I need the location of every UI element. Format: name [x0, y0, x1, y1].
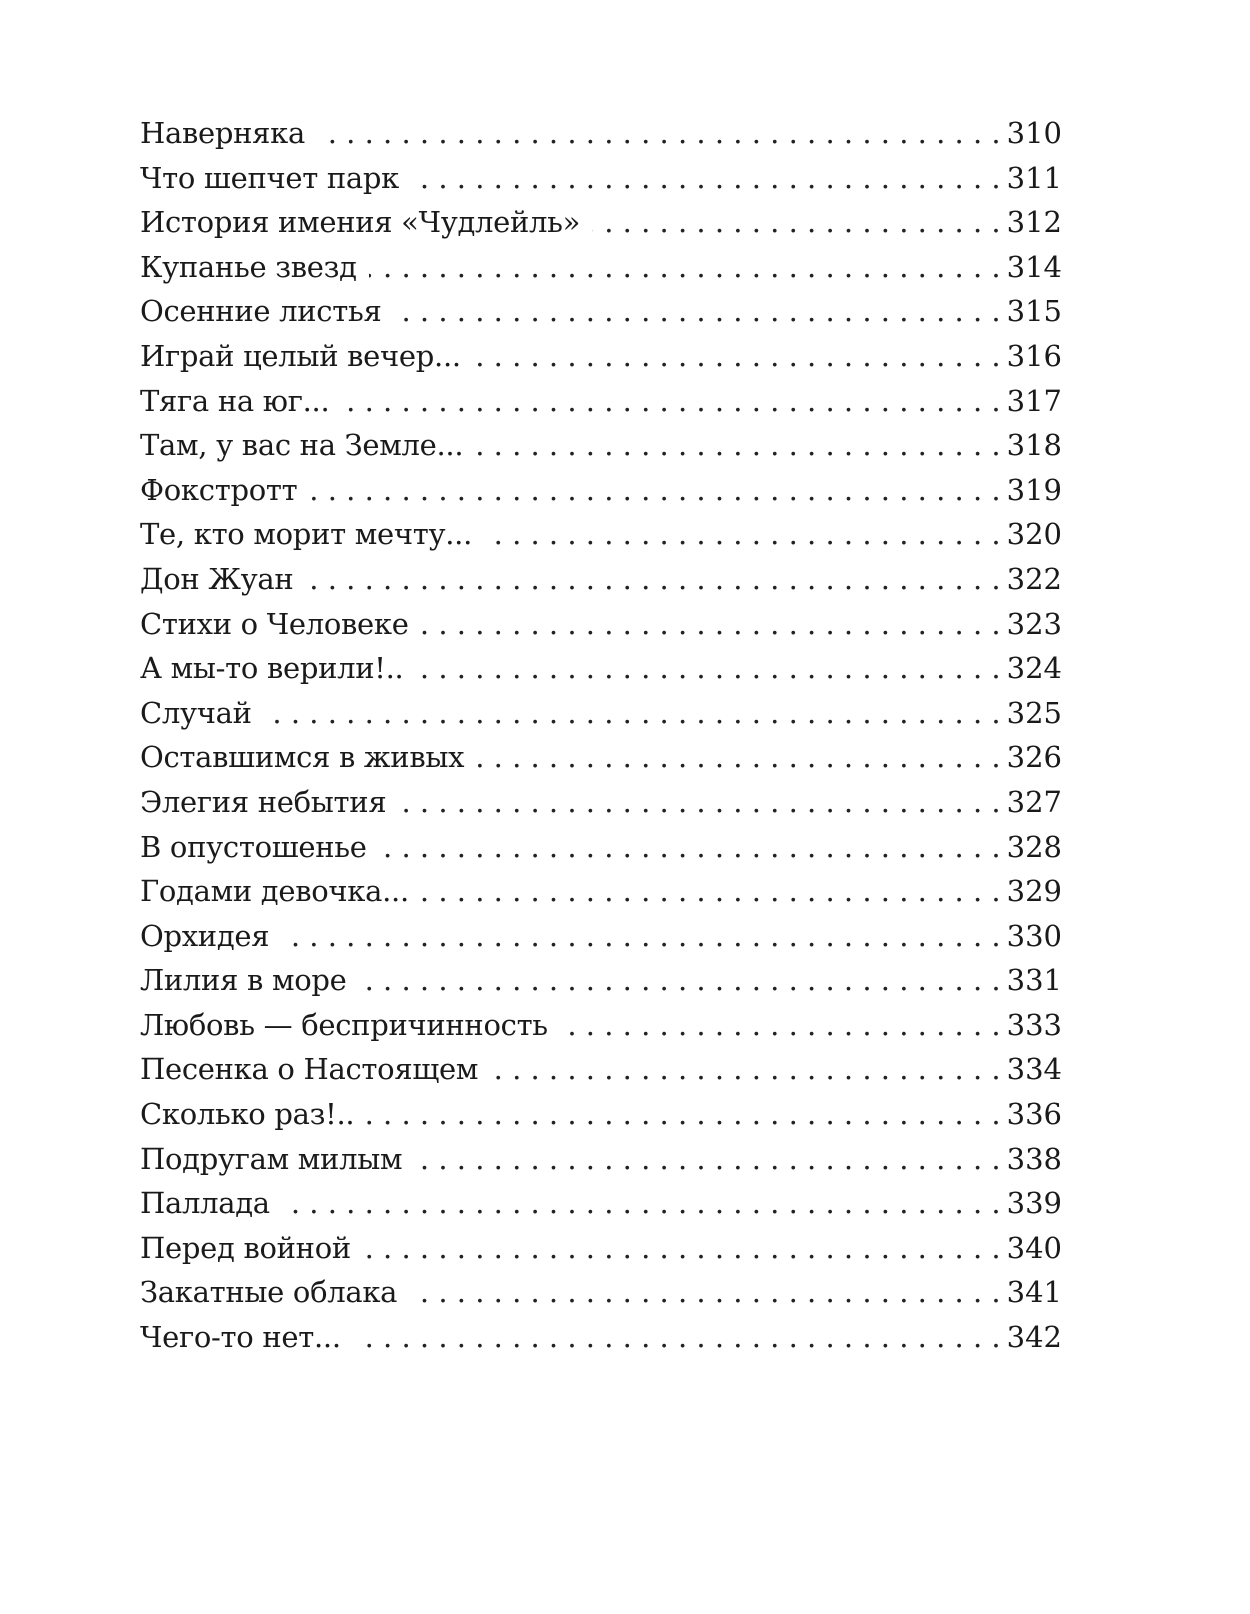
- toc-dot-leader: [414, 1137, 1000, 1182]
- toc-dot-leader: [421, 869, 1001, 914]
- toc-entry-title: Чего-то нет...: [140, 1320, 341, 1355]
- toc-dot-leader: [366, 1092, 1000, 1137]
- toc-dot-leader: [476, 735, 1000, 780]
- toc-entry-title: Лилия в море: [140, 963, 347, 998]
- toc-entry-title: Любовь — беспричинность: [140, 1007, 548, 1042]
- toc-entry[interactable]: [140, 557, 1062, 602]
- toc-entry-title: Случай: [140, 695, 252, 730]
- toc-entry-page: 340: [1006, 1230, 1062, 1265]
- toc-entry-page: 325: [1006, 695, 1062, 730]
- table-of-contents: [140, 111, 1062, 1360]
- toc-entry[interactable]: [140, 869, 1062, 914]
- toc-dot-leader: [317, 111, 1001, 156]
- toc-dot-leader: [282, 1181, 1001, 1226]
- toc-entry[interactable]: [140, 1270, 1062, 1315]
- toc-entry-page: 338: [1006, 1141, 1062, 1176]
- toc-entry-title: А мы-то верили!..: [140, 651, 404, 686]
- toc-entry-title: Подругам милым: [140, 1141, 403, 1176]
- toc-dot-leader: [398, 780, 1000, 825]
- toc-dot-leader: [490, 1047, 1001, 1092]
- toc-dot-leader: [393, 289, 1000, 334]
- toc-dot-leader: [415, 646, 1000, 691]
- toc-entry[interactable]: [140, 423, 1062, 468]
- toc-entry-page: 310: [1006, 116, 1062, 150]
- toc-dot-leader: [560, 1003, 1001, 1048]
- toc-entry-page: 327: [1006, 784, 1062, 819]
- toc-dot-leader: [409, 1270, 1000, 1315]
- toc-entry-title: Песенка о Настоящем: [140, 1052, 479, 1087]
- toc-entry[interactable]: [140, 1092, 1062, 1137]
- toc-entry[interactable]: [140, 780, 1062, 825]
- toc-entry-title: Осенние листья: [140, 294, 382, 329]
- toc-entry[interactable]: [140, 468, 1062, 513]
- toc-entry[interactable]: [140, 334, 1062, 379]
- toc-dot-leader: [592, 200, 1001, 245]
- toc-entry[interactable]: [140, 200, 1062, 245]
- toc-entry-title: Что шепчет парк: [140, 160, 399, 195]
- toc-entry-title: Сколько раз!..: [140, 1097, 355, 1132]
- toc-entry-page: 314: [1006, 249, 1062, 284]
- toc-entry-title: Фокстротт: [140, 472, 298, 507]
- toc-entry[interactable]: [140, 646, 1062, 691]
- toc-entry[interactable]: [140, 111, 1062, 156]
- toc-entry-page: 315: [1006, 294, 1062, 329]
- toc-dot-leader: [281, 914, 1000, 959]
- toc-entry-page: 333: [1006, 1007, 1062, 1042]
- toc-entry-title: Элегия небытия: [140, 784, 387, 819]
- toc-entry-page: 336: [1006, 1097, 1062, 1132]
- toc-entry[interactable]: [140, 289, 1062, 334]
- toc-entry-title: Паллада: [140, 1186, 270, 1221]
- toc-entry[interactable]: [140, 602, 1062, 647]
- toc-entry-title: Орхидея: [140, 918, 270, 953]
- toc-entry-page: 318: [1006, 428, 1062, 463]
- toc-entry-page: 320: [1006, 517, 1062, 552]
- toc-entry-title: Там, у вас на Земле...: [140, 428, 464, 463]
- toc-entry-page: 324: [1006, 651, 1062, 686]
- toc-entry[interactable]: [140, 691, 1062, 736]
- toc-entry-title: Оставшимся в живых: [140, 740, 465, 775]
- toc-dot-leader: [309, 468, 1000, 513]
- toc-dot-leader: [411, 156, 1001, 201]
- toc-entry[interactable]: [140, 914, 1062, 959]
- toc-entry-title: Играй целый вечер...: [140, 338, 461, 373]
- toc-entry[interactable]: [140, 825, 1062, 870]
- toc-entry[interactable]: [140, 512, 1062, 557]
- toc-entry-page: 329: [1006, 874, 1062, 909]
- toc-entry[interactable]: [140, 958, 1062, 1003]
- toc-dot-leader: [421, 602, 1001, 647]
- toc-entry[interactable]: [140, 1226, 1062, 1271]
- toc-entry-page: 342: [1006, 1320, 1062, 1355]
- toc-dot-leader: [358, 958, 1000, 1003]
- toc-dot-leader: [475, 423, 1000, 468]
- toc-dot-leader: [484, 512, 1001, 557]
- toc-entry-page: 322: [1006, 561, 1062, 596]
- toc-entry-page: 331: [1006, 963, 1062, 998]
- toc-entry-page: 326: [1006, 740, 1062, 775]
- toc-dot-leader: [305, 557, 1000, 602]
- toc-entry-title: В опустошенье: [140, 829, 367, 864]
- toc-entry-page: 316: [1006, 338, 1062, 373]
- toc-entry[interactable]: [140, 735, 1062, 780]
- toc-dot-leader: [363, 1226, 1001, 1271]
- toc-dot-leader: [379, 825, 1001, 870]
- toc-entry-page: 330: [1006, 918, 1062, 953]
- toc-entry-page: 312: [1006, 205, 1062, 240]
- toc-entry-page: 339: [1006, 1186, 1062, 1221]
- toc-entry-title: Тяга на юг...: [140, 383, 330, 418]
- toc-entry-title: Дон Жуан: [140, 561, 294, 596]
- toc-entry-page: 317: [1006, 383, 1062, 418]
- toc-entry-page: 328: [1006, 829, 1062, 864]
- toc-entry[interactable]: [140, 1047, 1062, 1092]
- toc-entry-page: 334: [1006, 1052, 1062, 1087]
- toc-entry-page: 311: [1006, 160, 1062, 195]
- toc-dot-leader: [369, 245, 1001, 290]
- toc-entry[interactable]: [140, 1137, 1062, 1182]
- toc-entry[interactable]: [140, 1181, 1062, 1226]
- toc-entry-page: 341: [1006, 1275, 1062, 1310]
- toc-entry-page: 323: [1006, 606, 1062, 641]
- toc-dot-leader: [353, 1315, 1001, 1360]
- toc-entry[interactable]: [140, 156, 1062, 201]
- toc-entry[interactable]: [140, 1315, 1062, 1360]
- toc-entry-title: Перед войной: [140, 1230, 351, 1265]
- toc-dot-leader: [341, 379, 1000, 424]
- toc-entry-title: Наверняка: [140, 116, 305, 150]
- toc-entry-title: Закатные облака: [140, 1275, 398, 1310]
- toc-entry-title: Те, кто морит мечту...: [140, 517, 473, 552]
- toc-entry-title: Купанье звезд: [140, 249, 357, 284]
- toc-dot-leader: [264, 691, 1001, 736]
- toc-entry[interactable]: [140, 379, 1062, 424]
- toc-entry-title: Годами девочка...: [140, 874, 409, 909]
- toc-entry-title: Стихи о Человеке: [140, 606, 409, 641]
- toc-entry-page: 319: [1006, 472, 1062, 507]
- toc-entry[interactable]: [140, 245, 1062, 290]
- toc-entry[interactable]: [140, 1003, 1062, 1048]
- toc-entry-title: История имения «Чудлейль»: [140, 205, 581, 240]
- toc-dot-leader: [473, 334, 1001, 379]
